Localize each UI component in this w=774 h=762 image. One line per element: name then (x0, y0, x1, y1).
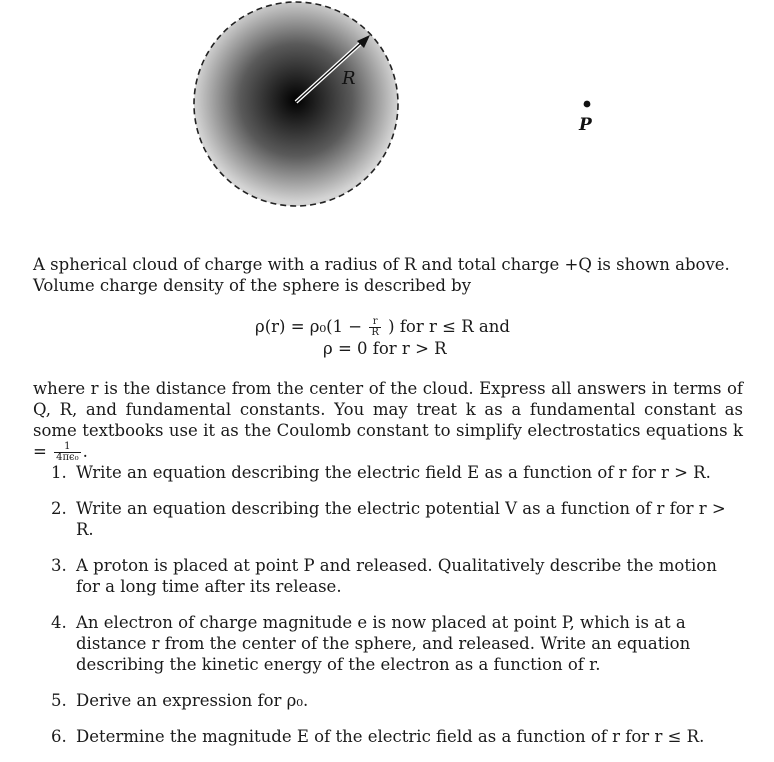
r-over-R-fraction (369, 317, 381, 338)
question-item (33, 690, 738, 711)
question-item (33, 555, 738, 597)
frac-numerator: r (369, 317, 381, 328)
intro-line-1: A spherical cloud of charge with a radius of R and total charge +Q is shown above. (33, 255, 730, 274)
question-number: 3. (51, 556, 67, 575)
density-equation-1 (255, 316, 510, 338)
charge-sphere-figure (0, 0, 774, 230)
question-text: Derive an expression for ρ₀. (76, 691, 309, 710)
radius-label: R (342, 68, 356, 89)
question-number: 1. (51, 463, 67, 482)
instructions-text: where r is the distance from the center of the cloud. Express all answers in terms of Q, R, and fundamental constants. You may treat k as a fundamental constant as some textbooks use it as the Coulomb constant to simplify electrostatics equations k = (33, 379, 743, 461)
k-numerator: 1 (54, 442, 81, 453)
question-item (33, 462, 738, 483)
density-equation-2: ρ = 0 for r > R (323, 339, 447, 358)
question-text: Determine the magnitude E of the electric field as a function of r for r ≤ R. (76, 727, 705, 746)
k-denominator: 4πϵ₀ (56, 452, 79, 463)
question-number: 5. (51, 691, 67, 710)
question-item (33, 498, 738, 540)
intro-line-2: Volume charge density of the sphere is described by (33, 276, 472, 295)
question-number: 6. (51, 727, 67, 746)
question-list (33, 462, 738, 762)
question-item (33, 612, 738, 675)
question-item (33, 726, 738, 747)
question-text: Write an equation describing the electric potential V as a function of r for r > R. (76, 499, 726, 539)
question-text: Write an equation describing the electric field E as a function of r for r > R. (76, 463, 711, 482)
question-number: 4. (51, 613, 67, 632)
eq1-right: ) for r ≤ R and (388, 317, 510, 336)
point-p-dot (584, 101, 591, 108)
frac-denominator: R (371, 327, 379, 338)
instructions-paragraph (33, 378, 743, 463)
question-number: 2. (51, 499, 67, 518)
point-p-label: P (579, 115, 592, 135)
eq1-left: ρ(r) = ρ₀(1 − (255, 317, 363, 336)
k-fraction (54, 442, 81, 463)
density-equations (255, 316, 510, 359)
instructions-tail: . (82, 442, 88, 461)
intro-text (33, 254, 743, 296)
question-text: An electron of charge magnitude e is now placed at point P, which is at a distance r from the center of the sphere, and released. Write an equation describing the kinetic energy of the electron as a function of r. (76, 613, 691, 674)
question-text: A proton is placed at point P and released. Qualitatively describe the motion for a long time after its release. (76, 556, 717, 596)
charge-cloud (194, 2, 398, 206)
